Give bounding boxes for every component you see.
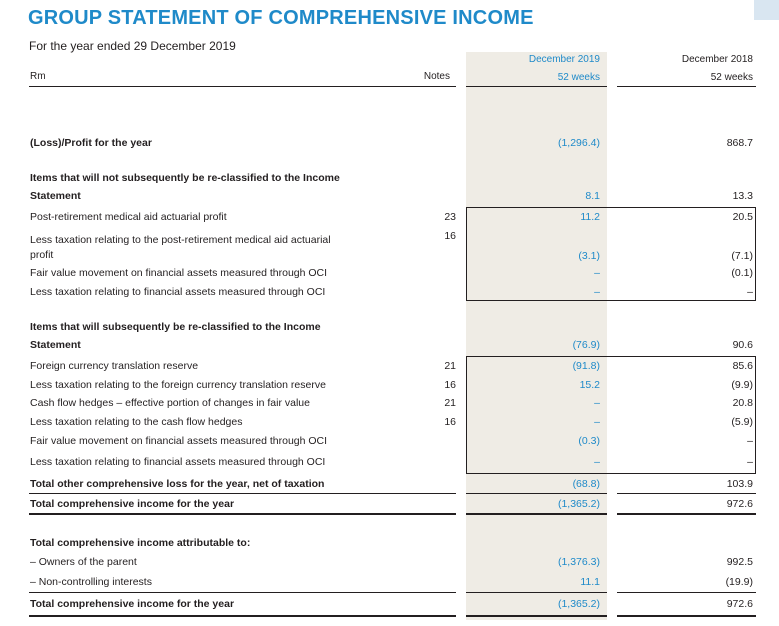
- row-label: Fair value movement on financial assets measured through OCI: [30, 267, 328, 279]
- value-2019: –: [594, 397, 600, 409]
- section-heading: Statement: [30, 339, 81, 351]
- value-2018: (19.9): [725, 576, 753, 588]
- unit-label: Rm: [30, 71, 46, 82]
- value-2019: (76.9): [572, 339, 600, 351]
- value-2018: –: [747, 286, 753, 298]
- value-2018: (7.1): [731, 250, 753, 262]
- total-rule-2019: [466, 493, 607, 494]
- col-2019-subheader: 52 weeks: [557, 72, 600, 83]
- row-label: Less taxation relating to the cash flow hedges: [30, 416, 243, 428]
- row-label: Cash flow hedges – effective portion of changes in fair value: [30, 397, 310, 409]
- note-ref: 23: [444, 211, 456, 223]
- row-label: Total comprehensive income for the year: [30, 598, 235, 610]
- value-2019: (1,365.2): [557, 598, 600, 610]
- col-2019-header: December 2019: [528, 54, 600, 65]
- section-heading: Items that will subsequently be re-classified to the Income: [30, 321, 321, 333]
- row-label: (Loss)/Profit for the year: [30, 137, 152, 149]
- value-2019: 8.1: [585, 190, 600, 202]
- final-rule-2019: [466, 592, 607, 593]
- value-2019: (1,376.3): [557, 556, 600, 568]
- value-2019: 15.2: [579, 379, 600, 391]
- value-2019: 11.2: [580, 211, 600, 223]
- value-2019: –: [594, 416, 600, 428]
- row-label: Fair value movement on financial assets measured through OCI: [30, 435, 328, 447]
- final-double-rule-2018: [617, 615, 756, 617]
- value-2019: –: [594, 456, 600, 468]
- header-rule-2018: [617, 86, 756, 87]
- value-2018: 992.5: [726, 556, 753, 568]
- row-label: Post-retirement medical aid actuarial profit: [30, 211, 227, 223]
- page-subtitle: For the year ended 29 December 2019: [29, 39, 236, 53]
- note-ref: 16: [444, 379, 456, 391]
- value-2018: 20.8: [732, 397, 753, 409]
- value-2018: 868.7: [726, 137, 753, 149]
- row-label: Total other comprehensive loss for the year, net of taxation: [30, 478, 325, 490]
- value-2018: (0.1): [731, 267, 753, 279]
- section-heading: Total comprehensive income attributable to:: [30, 537, 251, 549]
- value-2019: (0.3): [578, 435, 600, 447]
- value-2019: –: [594, 267, 600, 279]
- final-rule-2018: [617, 592, 756, 593]
- note-ref: 16: [444, 416, 456, 428]
- value-2018: –: [747, 435, 753, 447]
- section-heading: Items that will not subsequently be re-classified to the Income: [30, 172, 340, 184]
- value-2019: (3.1): [578, 250, 600, 262]
- note-ref: 21: [444, 397, 456, 409]
- final-double-rule-left: [29, 615, 456, 617]
- row-label: – Owners of the parent: [30, 556, 137, 568]
- value-2018: 103.9: [726, 478, 753, 490]
- row-label: profit: [30, 249, 54, 261]
- value-2018: 90.6: [732, 339, 753, 351]
- header-rule-2019: [466, 86, 607, 87]
- value-2019: 11.1: [580, 576, 600, 588]
- value-2019: –: [594, 286, 600, 298]
- row-label: Less taxation relating to the foreign currency translation reserve: [30, 379, 326, 391]
- final-double-rule-2019: [466, 615, 607, 617]
- corner-tab: [754, 0, 779, 20]
- row-label: Foreign currency translation reserve: [30, 360, 199, 372]
- grand-total-rule-2018: [617, 513, 756, 515]
- row-label: Total comprehensive income for the year: [30, 498, 235, 510]
- header-rule-left: [29, 86, 456, 87]
- final-rule-left: [29, 592, 456, 593]
- value-2018: (5.9): [731, 416, 753, 428]
- row-label: – Non-controlling interests: [30, 576, 152, 588]
- value-2019: (91.8): [572, 360, 600, 372]
- value-2019: (1,296.4): [557, 137, 600, 149]
- grand-total-rule-2019: [466, 513, 607, 515]
- total-rule-left: [29, 493, 456, 494]
- grand-total-rule-left: [29, 513, 456, 515]
- section-heading: Statement: [30, 190, 81, 202]
- value-2019: (68.8): [572, 478, 600, 490]
- value-2018: 85.6: [732, 360, 753, 372]
- value-2018: –: [747, 456, 753, 468]
- page-title: GROUP STATEMENT OF COMPREHENSIVE INCOME: [28, 7, 534, 29]
- note-ref: 16: [444, 230, 456, 242]
- row-label: Less taxation relating to financial assets measured through OCI: [30, 286, 326, 298]
- value-2018: 972.6: [726, 498, 753, 510]
- notes-header: Notes: [423, 71, 450, 82]
- col-2018-subheader: 52 weeks: [710, 72, 753, 83]
- value-2018: (9.9): [731, 379, 753, 391]
- total-rule-2018: [617, 493, 756, 494]
- row-label: Less taxation relating to the post-retirement medical aid actuarial: [30, 234, 331, 246]
- row-label: Less taxation relating to financial assets measured through OCI: [30, 456, 326, 468]
- note-ref: 21: [444, 360, 456, 372]
- value-2018: 20.5: [732, 211, 753, 223]
- value-2019: (1,365.2): [557, 498, 600, 510]
- col-2018-header: December 2018: [681, 54, 753, 65]
- value-2018: 13.3: [732, 190, 753, 202]
- value-2018: 972.6: [726, 598, 753, 610]
